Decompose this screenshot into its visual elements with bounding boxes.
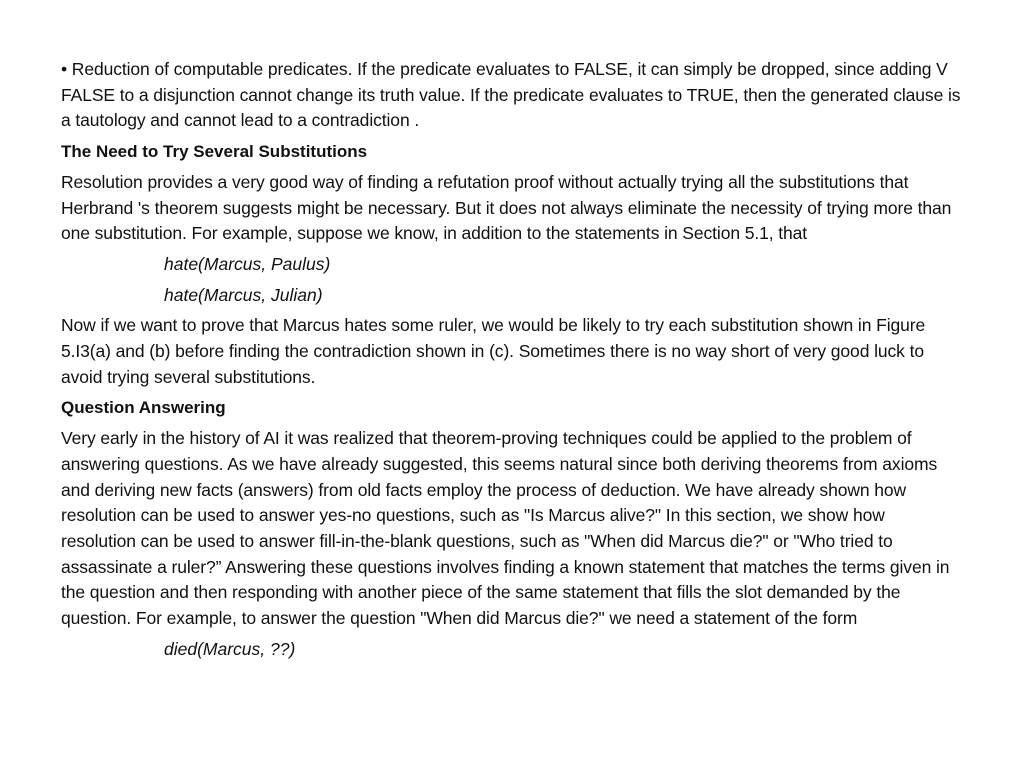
formula-hate-julian: hate(Marcus, Julian) xyxy=(164,284,323,305)
formula-died-marcus: died(Marcus, ??) xyxy=(164,638,296,659)
formula-hate-paulus: hate(Marcus, Paulus) xyxy=(164,253,331,274)
paragraph-question-answering: Very early in the history of AI it was realized that theorem-proving techniques could be applied to the problem of answering questions. As we have already suggested, this seems natural since both deriving theorems from axioms and deriving new facts (answers) from old facts employ the process of deduction. We have already shown how resolution can be used to answer yes-no questions, such as "Is Marcus alive?" In this section, we show how resolution can be used to answer fill-in-the-blank questions, such as "When did Marcus die?" or "Who tried to assassinate a ruler?” Answering these questions involves finding a known statement that matches the terms given in the question and then responding with another piece of the same statement that fills the slot demanded by the question. For example, to answer the question "When did Marcus die?" we need a statement of the form xyxy=(61,428,950,629)
heading-substitutions: The Need to Try Several Substitutions xyxy=(61,142,368,162)
paragraph-reduction: • Reduction of computable predicates. If the predicate evaluates to FALSE, it can simply be dropped, since adding V FALSE to a disjunction cannot change its truth value. If the predicate evaluates to TRUE, then the generated clause is a tautology and cannot lead to a contradiction . xyxy=(61,59,961,131)
slide-content xyxy=(61,57,961,667)
paragraph-resolution: Resolution provides a very good way of finding a refutation proof without actually trying all the substitutions that Herbrand 's theorem suggests might be necessary. But it does not always eliminate the necessity of trying more than one substitution. For example, suppose we know, in addition to the statements in Section 5.1, that xyxy=(61,171,952,244)
paragraph-ruler: Now if we want to prove that Marcus hates some ruler, we would be likely to try each substitution shown in Figure 5.I3(a) and (b) before finding the contradiction shown in (c). Sometimes there is no way short of very good luck to avoid trying several substitutions. xyxy=(61,315,926,387)
heading-question-answering: Question Answering xyxy=(61,398,226,418)
